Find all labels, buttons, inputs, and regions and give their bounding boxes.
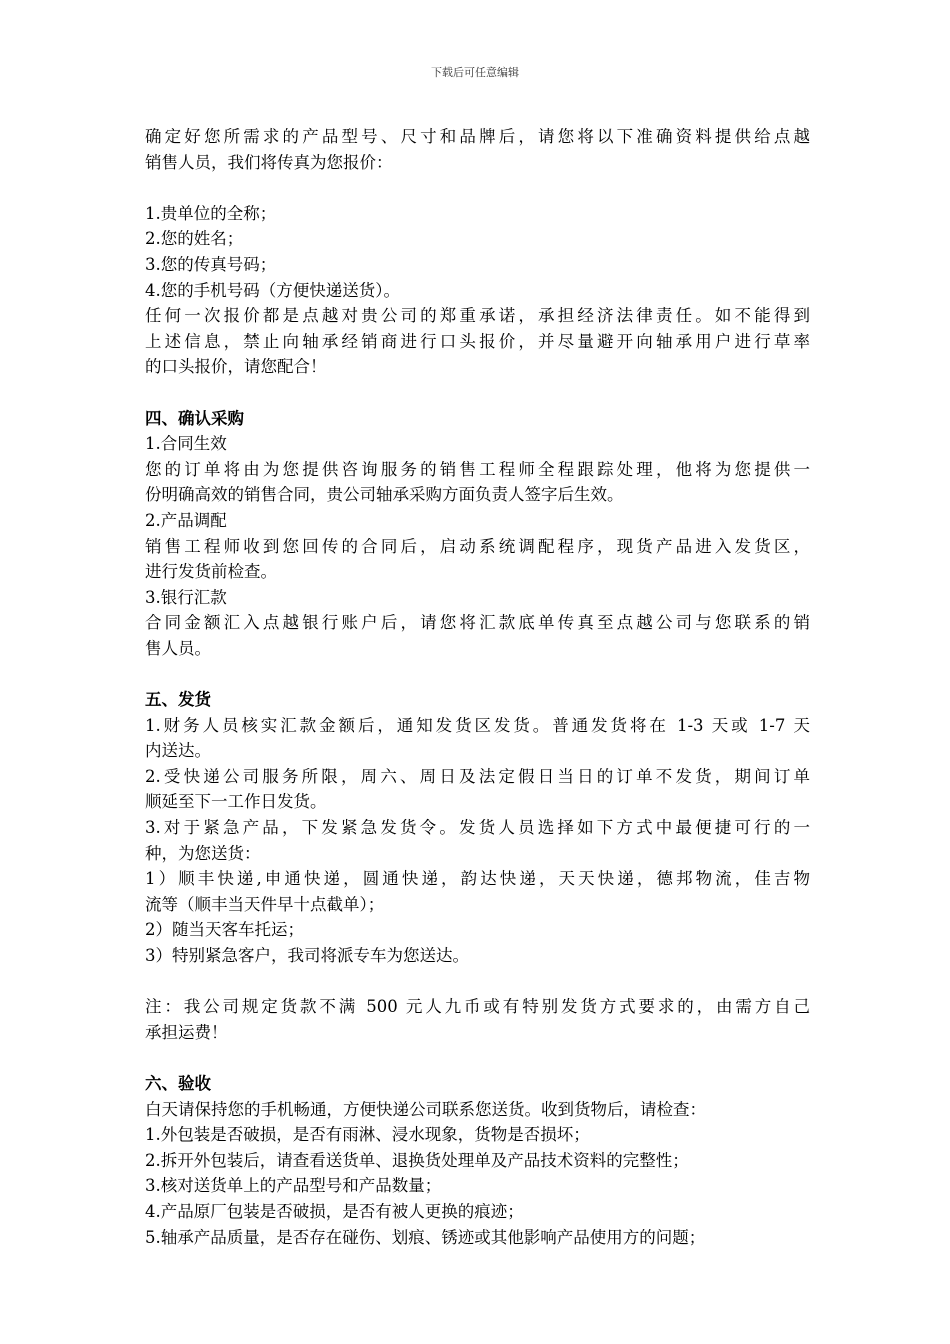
paragraph-line: 2.受快递公司服务所限，周六、周日及法定假日当日的订单不发货，期间订单 xyxy=(145,766,810,786)
notice-line: 任何一次报价都是点越对贵公司的郑重承诺，承担经济法律责任。如不能得到 xyxy=(145,306,810,326)
spacer xyxy=(145,175,810,201)
list-item: 5.轴承产品质量，是否存在碰伤、划痕、锈迹或其他影响产品使用方的问题； xyxy=(145,1227,706,1247)
spacer xyxy=(145,969,810,995)
paragraph-line: 流等（顺丰当天件早十点截单）； xyxy=(145,894,385,914)
paragraph-line: 份明确高效的销售合同，贵公司轴承采购方面负责人签字后生效。 xyxy=(145,485,624,505)
page-header: 下载后可任意编辑 xyxy=(431,66,519,79)
paragraph-line: 种，为您送货： xyxy=(145,843,261,863)
paragraph-line: 白天请保持您的手机畅通，方便快递公司联系您送货。收到货物后，请检查： xyxy=(145,1099,706,1119)
subsection-title: 2.产品调配 xyxy=(145,510,227,530)
info-item: 2.您的姓名； xyxy=(145,229,244,249)
list-item: 1.外包装是否破损，是否有雨淋、浸水现象，货物是否损坏； xyxy=(145,1125,590,1145)
document-body xyxy=(145,124,810,1250)
info-item: 4.您的手机号码（方便快递送货）。 xyxy=(145,280,400,300)
paragraph-line: 顺延至下一工作日发货。 xyxy=(145,792,327,812)
info-item: 3.您的传真号码； xyxy=(145,254,277,274)
section-heading: 六、验收 xyxy=(145,1073,211,1093)
spacer xyxy=(145,1045,810,1071)
notice-line: 的口头报价，请您配合！ xyxy=(145,357,327,377)
info-item: 1.贵单位的全称； xyxy=(145,203,277,223)
paragraph-line: 售人员。 xyxy=(145,638,211,658)
paragraph-line: 内送达。 xyxy=(145,741,211,761)
spacer xyxy=(145,661,810,687)
section-heading: 四、确认采购 xyxy=(145,408,244,428)
paragraph-line: 进行发货前检查。 xyxy=(145,562,277,582)
paragraph-line: 您的订单将由为您提供咨询服务的销售工程师全程跟踪处理，他将为您提供一 xyxy=(145,459,810,479)
paragraph-line: 1.财务人员核实汇款金额后，通知发货区发货。普通发货将在 1-3 天或 1-7 天 xyxy=(145,715,810,735)
intro-line: 确定好您所需求的产品型号、尺寸和品牌后，请您将以下准确资料提供给点越 xyxy=(145,127,810,146)
spacer xyxy=(145,380,810,406)
list-item: 3.核对送货单上的产品型号和产品数量； xyxy=(145,1176,442,1196)
paragraph-line: 3.对于紧急产品，下发紧急发货令。发货人员选择如下方式中最便捷可行的一 xyxy=(145,818,810,838)
paragraph-line: 2）随当天客车托运； xyxy=(145,920,304,940)
list-item: 4.产品原厂包装是否破损，是否有被人更换的痕迹； xyxy=(145,1201,524,1221)
paragraph-line: 合同金额汇入点越银行账户后，请您将汇款底单传真至点越公司与您联系的销 xyxy=(145,613,810,633)
paragraph-line: 1）顺丰快递,申通快递，圆通快递，韵达快递，天天快递，德邦物流，佳吉物 xyxy=(145,869,810,889)
paragraph-line: 3）特别紧急客户，我司将派专车为您送达。 xyxy=(145,946,469,965)
paragraph-line: 销售工程师收到您回传的合同后，启动系统调配程序，现货产品进入发货区， xyxy=(145,536,810,556)
section-heading: 五、发货 xyxy=(145,690,211,710)
list-item: 2.拆开外包装后，请查看送货单、退换货处理单及产品技术资料的完整性； xyxy=(145,1150,689,1170)
subsection-title: 3.银行汇款 xyxy=(145,587,227,607)
intro-line: 销售人员，我们将传真为您报价： xyxy=(145,152,393,172)
note-line: 承担运费！ xyxy=(145,1022,228,1042)
note-line: 注：我公司规定货款不满 500 元人九币或有特别发货方式要求的，由需方自己 xyxy=(145,997,810,1017)
notice-line: 上述信息，禁止向轴承经销商进行口头报价，并尽量避开向轴承用户进行草率 xyxy=(145,331,810,351)
subsection-title: 1.合同生效 xyxy=(145,434,227,454)
